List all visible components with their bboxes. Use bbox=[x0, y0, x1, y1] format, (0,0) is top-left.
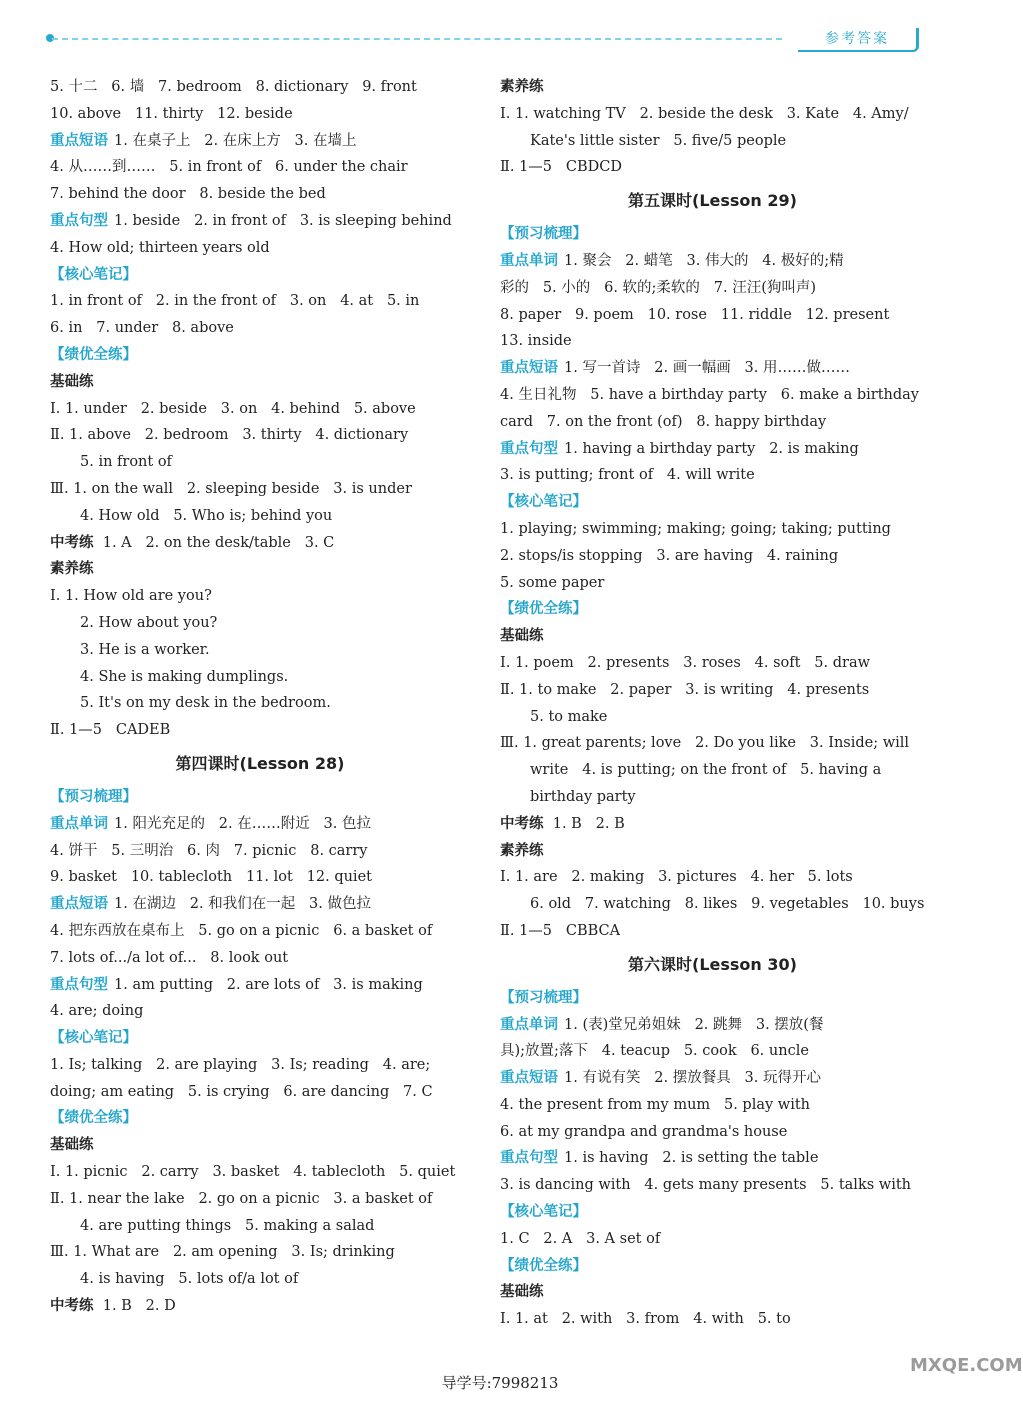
exercise-heading: 基础练 bbox=[50, 373, 94, 390]
answer-text: 1. 在湖边 2. 和我们在一起 3. 做色拉 bbox=[114, 896, 371, 913]
answer-line bbox=[50, 864, 470, 891]
answer-text: 彩的 5. 小的 6. 软的;柔软的 7. 汪汪(狗叫声) bbox=[500, 279, 817, 296]
lesson-title: 第五课时(Lesson 29) bbox=[628, 191, 797, 211]
answer-text: 1. B 2. B bbox=[552, 815, 625, 832]
answer-line bbox=[500, 355, 925, 382]
answer-text: Ⅰ. 1. under 2. beside 3. on 4. behind 5. above bbox=[50, 400, 416, 417]
answer-line bbox=[50, 1266, 470, 1293]
answer-line bbox=[500, 757, 925, 784]
answer-text: 3. is putting; front of 4. will write bbox=[500, 467, 755, 484]
answer-line bbox=[50, 838, 470, 865]
study-number: 导学号:7998213 bbox=[441, 1374, 559, 1392]
answer-text: 1. playing; swimming; making; going; taking; putting bbox=[500, 520, 891, 537]
answer-text: 1. 聚会 2. 蜡笔 3. 伟大的 4. 极好的;精 bbox=[564, 252, 844, 269]
answer-line bbox=[500, 784, 925, 811]
answer-line bbox=[50, 1186, 470, 1213]
answer-line bbox=[500, 1038, 925, 1065]
answer-line bbox=[50, 208, 470, 235]
answer-line bbox=[500, 1306, 925, 1333]
category-label: 重点短语 bbox=[50, 896, 108, 913]
answer-text: 4. are putting things 5. making a salad bbox=[80, 1217, 375, 1234]
answer-line bbox=[500, 1172, 925, 1199]
category-label: 重点单词 bbox=[500, 252, 558, 269]
answer-line bbox=[50, 530, 470, 557]
answer-text: 3. is dancing with 4. gets many presents 5. talks with bbox=[500, 1177, 911, 1194]
answer-text: 4. 饼干 5. 三明治 6. 肉 7. picnic 8. carry bbox=[50, 842, 368, 859]
section-heading: 【绩优全练】 bbox=[50, 346, 137, 363]
answer-text: 4. 把东西放在桌布上 5. go on a picnic 6. a basket of bbox=[50, 922, 433, 939]
answer-line bbox=[500, 838, 925, 865]
answer-text: 1. 在桌子上 2. 在床上方 3. 在墙上 bbox=[114, 132, 357, 149]
answer-line bbox=[500, 1226, 925, 1253]
exercise-heading: 基础练 bbox=[500, 628, 544, 645]
answer-line bbox=[50, 583, 470, 610]
answer-line bbox=[500, 1145, 925, 1172]
answer-text: 4. 生日礼物 5. have a birthday party 6. make a birthday bbox=[500, 386, 919, 403]
answer-text: card 7. on the front (of) 8. happy birthday bbox=[500, 413, 827, 430]
answer-line bbox=[500, 328, 925, 355]
answer-text: Ⅲ. 1. on the wall 2. sleeping beside 3. is under bbox=[50, 480, 412, 497]
answer-text: Ⅰ. 1. watching TV 2. beside the desk 3. Kate 4. Amy/ bbox=[500, 105, 909, 122]
answer-line bbox=[500, 302, 925, 329]
category-label: 重点单词 bbox=[50, 815, 108, 832]
answer-line bbox=[500, 409, 925, 436]
answer-text: 1. in front of 2. in the front of 3. on 4. at 5. in bbox=[50, 293, 420, 310]
answer-line bbox=[50, 1052, 470, 1079]
answer-line bbox=[500, 1119, 925, 1146]
answer-line bbox=[500, 543, 925, 570]
answer-line bbox=[50, 690, 470, 717]
answer-line bbox=[500, 891, 925, 918]
answer-line bbox=[50, 1079, 470, 1106]
answer-line bbox=[50, 945, 470, 972]
answer-line bbox=[50, 1159, 470, 1186]
answer-line bbox=[500, 489, 925, 516]
header-dashed-rule bbox=[52, 38, 782, 40]
answer-line bbox=[500, 596, 925, 623]
answer-line bbox=[50, 449, 470, 476]
answer-text: 5. 十二 6. 墙 7. bedroom 8. dictionary 9. front bbox=[50, 79, 417, 95]
answer-key-tab: 参考答案 bbox=[798, 28, 919, 52]
section-heading: 【预习梳理】 bbox=[50, 788, 137, 805]
answer-line bbox=[50, 664, 470, 691]
answer-line bbox=[50, 342, 470, 369]
answer-text: 具);放置;落下 4. teacup 5. cook 6. uncle bbox=[500, 1043, 809, 1060]
answer-text: Ⅰ. 1. are 2. making 3. pictures 4. her 5. lots bbox=[500, 869, 853, 886]
answer-text: 1. 阳光充足的 2. 在……附近 3. 色拉 bbox=[114, 815, 371, 832]
category-label: 重点句型 bbox=[500, 1150, 558, 1167]
answer-line bbox=[50, 1293, 470, 1320]
answer-text: 4. the present from my mum 5. play with bbox=[500, 1096, 811, 1113]
answer-text: 8. paper 9. poem 10. rose 11. riddle 12. present bbox=[500, 306, 890, 323]
answer-line bbox=[500, 248, 925, 275]
answer-line bbox=[50, 1239, 470, 1266]
answer-line bbox=[500, 650, 925, 677]
answer-line bbox=[50, 476, 470, 503]
answer-line bbox=[50, 1213, 470, 1240]
answer-line bbox=[500, 864, 925, 891]
watermark: MXQE.COM bbox=[910, 1355, 1023, 1376]
category-label: 重点短语 bbox=[500, 1070, 558, 1087]
lesson-title: 第四课时(Lesson 28) bbox=[175, 753, 345, 773]
answer-text: Ⅲ. 1. great parents; love 2. Do you like 3. Inside; will bbox=[500, 735, 910, 752]
answer-line bbox=[50, 717, 470, 744]
answer-line bbox=[50, 235, 470, 262]
answer-line bbox=[50, 262, 470, 289]
answer-line bbox=[50, 811, 470, 838]
answer-text: Ⅲ. 1. What are 2. am opening 3. Is; drinking bbox=[50, 1244, 395, 1261]
answer-text: 1. having a birthday party 2. is making bbox=[564, 440, 859, 457]
answer-text: 1. beside 2. in front of 3. is sleeping behind bbox=[114, 212, 452, 229]
answer-text: 1. Is; talking 2. are playing 3. Is; reading 4. are; bbox=[50, 1056, 431, 1073]
answer-line bbox=[50, 315, 470, 342]
answer-text: 1. B 2. D bbox=[102, 1298, 176, 1315]
exercise-heading: 素养练 bbox=[500, 79, 544, 95]
answer-text: 4. 从……到…… 5. in front of 6. under the chair bbox=[50, 159, 408, 176]
answer-line bbox=[500, 516, 925, 543]
answer-text: 6. in 7. under 8. above bbox=[50, 320, 234, 337]
answer-text: 1. C 2. A 3. A set of bbox=[500, 1230, 661, 1247]
left-column bbox=[50, 74, 470, 1320]
exercise-heading: 中考练 bbox=[500, 815, 544, 832]
answer-line bbox=[50, 610, 470, 637]
answer-text: 1. am putting 2. are lots of 3. is making bbox=[114, 976, 423, 993]
answer-text: 6. old 7. watching 8. likes 9. vegetables 10. buys bbox=[530, 896, 925, 913]
answer-line bbox=[500, 275, 925, 302]
answer-line bbox=[500, 570, 925, 597]
answer-line bbox=[500, 436, 925, 463]
answer-line bbox=[500, 985, 925, 1012]
answer-text: 4. is having 5. lots of/a lot of bbox=[80, 1271, 299, 1288]
answer-text: 5. in front of bbox=[80, 454, 172, 471]
answer-line bbox=[50, 972, 470, 999]
answer-line bbox=[500, 462, 925, 489]
answer-line bbox=[500, 1199, 925, 1226]
answer-line bbox=[50, 998, 470, 1025]
answer-text: 6. at my grandpa and grandma's house bbox=[500, 1123, 788, 1140]
section-heading: 【绩优全练】 bbox=[500, 1257, 587, 1274]
answer-text: Kate's little sister 5. five/5 people bbox=[530, 132, 787, 149]
section-heading: 【核心笔记】 bbox=[50, 1030, 137, 1047]
answer-line bbox=[50, 503, 470, 530]
answer-text: Ⅰ. 1. poem 2. presents 3. roses 4. soft 5. draw bbox=[500, 654, 870, 671]
section-heading: 【核心笔记】 bbox=[500, 494, 587, 511]
answer-text: 7. lots of.../a lot of... 8. look out bbox=[50, 949, 289, 966]
answer-text: 4. She is making dumplings. bbox=[80, 668, 289, 685]
answer-line bbox=[50, 784, 470, 811]
category-label: 重点短语 bbox=[50, 132, 108, 149]
answer-line bbox=[500, 221, 925, 248]
answer-text: write 4. is putting; on the front of 5. having a bbox=[530, 762, 882, 779]
answer-text: 4. are; doing bbox=[50, 1003, 144, 1020]
section-heading: 【预习梳理】 bbox=[500, 226, 587, 243]
answer-line bbox=[500, 1092, 925, 1119]
answer-line bbox=[500, 1253, 925, 1280]
answer-text: doing; am eating 5. is crying 6. are dancing 7. C bbox=[50, 1083, 433, 1100]
answer-line bbox=[500, 918, 925, 945]
answer-text: Ⅱ. 1—5 CADEB bbox=[50, 722, 171, 739]
answer-line bbox=[50, 396, 470, 423]
answer-line bbox=[50, 369, 470, 396]
answer-line bbox=[500, 704, 925, 731]
answer-line bbox=[500, 811, 925, 838]
answer-line bbox=[50, 288, 470, 315]
answer-text: 7. behind the door 8. beside the bed bbox=[50, 186, 326, 203]
answer-text: 5. to make bbox=[530, 708, 608, 725]
answer-line bbox=[50, 181, 470, 208]
answer-text: 9. basket 10. tablecloth 11. lot 12. quiet bbox=[50, 869, 372, 886]
answer-text: 4. How old 5. Who is; behind you bbox=[80, 507, 333, 524]
answer-line bbox=[500, 382, 925, 409]
category-label: 重点句型 bbox=[500, 440, 558, 457]
answer-text: 5. It's on my desk in the bedroom. bbox=[80, 695, 331, 712]
section-heading: 【核心笔记】 bbox=[500, 1204, 587, 1221]
answer-text: 1. is having 2. is setting the table bbox=[564, 1150, 819, 1167]
category-label: 重点句型 bbox=[50, 212, 108, 229]
answer-line bbox=[500, 101, 925, 128]
answer-text: 2. How about you? bbox=[80, 614, 218, 631]
exercise-heading: 中考练 bbox=[50, 1298, 94, 1315]
answer-line bbox=[500, 623, 925, 650]
answer-text: 13. inside bbox=[500, 333, 572, 350]
right-column bbox=[500, 74, 925, 1333]
lesson-title: 第六课时(Lesson 30) bbox=[628, 954, 797, 974]
answer-line bbox=[50, 918, 470, 945]
answer-line bbox=[50, 1132, 470, 1159]
section-heading: 【预习梳理】 bbox=[500, 989, 587, 1006]
exercise-heading: 素养练 bbox=[50, 561, 94, 578]
answer-text: 1. A 2. on the desk/table 3. C bbox=[102, 534, 335, 551]
answer-text: 3. He is a worker. bbox=[80, 641, 210, 658]
exercise-heading: 素养练 bbox=[500, 842, 544, 859]
answer-line bbox=[50, 128, 470, 155]
answer-line bbox=[500, 1065, 925, 1092]
answer-line bbox=[500, 74, 925, 101]
answer-line bbox=[50, 154, 470, 181]
answer-text: 1. (表)堂兄弟姐妹 2. 跳舞 3. 摆放(餐 bbox=[564, 1016, 824, 1033]
answer-line bbox=[50, 74, 470, 101]
answer-text: Ⅰ. 1. at 2. with 3. from 4. with 5. to bbox=[500, 1311, 791, 1328]
answer-line bbox=[50, 1025, 470, 1052]
answer-text: 1. 有说有笑 2. 摆放餐具 3. 玩得开心 bbox=[564, 1070, 821, 1087]
answer-text: 10. above 11. thirty 12. beside bbox=[50, 105, 293, 122]
answer-line bbox=[50, 637, 470, 664]
answer-line bbox=[500, 730, 925, 757]
answer-text: 5. some paper bbox=[500, 574, 605, 591]
answer-text: Ⅱ. 1—5 CBDCD bbox=[500, 159, 622, 176]
answer-line bbox=[500, 154, 925, 181]
answer-text: 2. stops/is stopping 3. are having 4. raining bbox=[500, 547, 839, 564]
answer-text: birthday party bbox=[530, 788, 636, 805]
category-label: 重点单词 bbox=[500, 1016, 558, 1033]
answer-text: Ⅱ. 1. to make 2. paper 3. is writing 4. presents bbox=[500, 681, 870, 698]
exercise-heading: 基础练 bbox=[500, 1284, 544, 1301]
answer-line bbox=[500, 1012, 925, 1039]
answer-line bbox=[500, 677, 925, 704]
answer-line bbox=[500, 1279, 925, 1306]
exercise-heading: 基础练 bbox=[50, 1137, 94, 1154]
exercise-heading: 中考练 bbox=[50, 534, 94, 551]
answer-line bbox=[50, 422, 470, 449]
answer-text: 1. 写一首诗 2. 画一幅画 3. 用……做…… bbox=[564, 360, 850, 377]
answer-text: Ⅱ. 1—5 CBBCA bbox=[500, 922, 621, 939]
answer-line bbox=[50, 101, 470, 128]
answer-text: Ⅱ. 1. near the lake 2. go on a picnic 3. a basket of bbox=[50, 1190, 433, 1207]
category-label: 重点短语 bbox=[500, 360, 558, 377]
answer-line bbox=[50, 556, 470, 583]
section-heading: 【核心笔记】 bbox=[50, 266, 137, 283]
answer-text: Ⅰ. 1. picnic 2. carry 3. basket 4. tablecloth 5. quiet bbox=[50, 1164, 456, 1181]
answer-line bbox=[50, 891, 470, 918]
category-label: 重点句型 bbox=[50, 976, 108, 993]
answer-text: Ⅰ. 1. How old are you? bbox=[50, 588, 212, 605]
answer-line bbox=[50, 1105, 470, 1132]
answer-text: 4. How old; thirteen years old bbox=[50, 239, 270, 256]
section-heading: 【绩优全练】 bbox=[500, 601, 587, 618]
answer-line bbox=[500, 128, 925, 155]
section-heading: 【绩优全练】 bbox=[50, 1110, 137, 1127]
answer-text: Ⅱ. 1. above 2. bedroom 3. thirty 4. dictionary bbox=[50, 427, 409, 444]
